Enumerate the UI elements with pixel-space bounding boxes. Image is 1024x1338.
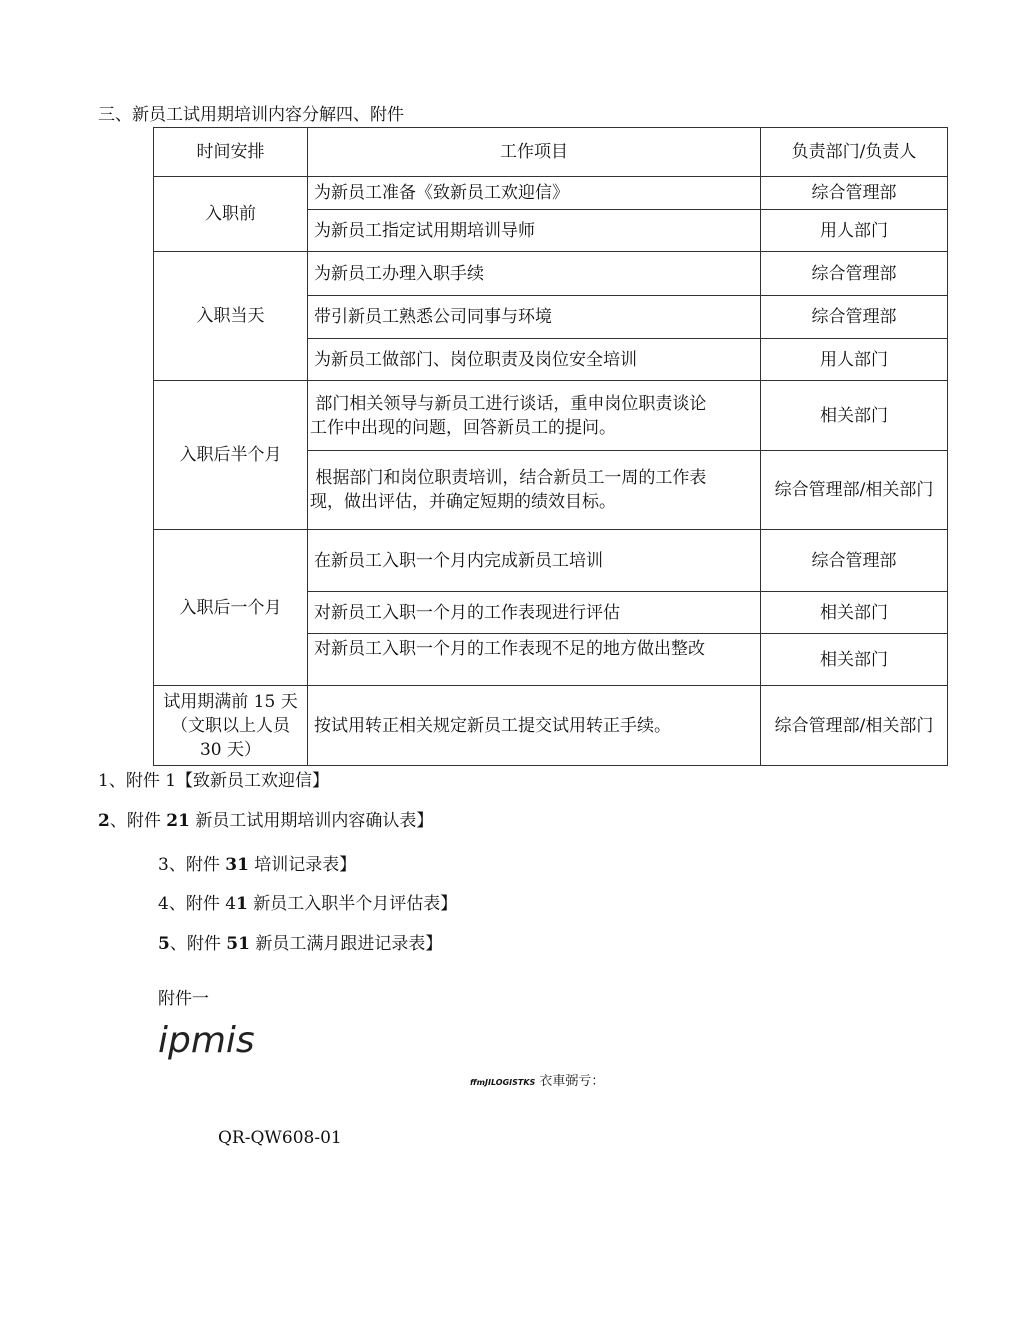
task-line: 根据部门和岗位职责培训，结合新员工一周的工作表 <box>310 468 707 488</box>
task-cell <box>308 381 761 451</box>
table-header-row <box>154 128 948 177</box>
form-subtitle <box>470 1070 604 1089</box>
attachment-4-prefix: 4、附件 4 <box>158 894 237 914</box>
task-cell: 对新员工入职一个月的工作表现不足的地方做出整改 <box>308 634 761 686</box>
period-cell: 入职后半个月 <box>154 381 308 530</box>
task-cell: 带引新员工熟悉公司同事与环境 <box>308 296 761 339</box>
form-code: QR-QW608-01 <box>218 1128 342 1148</box>
period-line: 30 天） <box>199 739 262 760</box>
table-row <box>154 381 948 451</box>
period-cell: 入职前 <box>154 177 308 252</box>
section-heading: 三、新员工试用期培训内容分解四、附件 <box>98 105 404 125</box>
table-row <box>154 686 948 766</box>
table-row <box>154 177 948 210</box>
owner-cell: 相关部门 <box>761 381 948 451</box>
attachment-1-prefix: 1、附件 1 <box>98 771 177 791</box>
task-cell <box>308 451 761 530</box>
owner-cell: 用人部门 <box>761 339 948 381</box>
attachment-1 <box>98 766 329 791</box>
owner-cell: 相关部门 <box>761 592 948 634</box>
attachment-2-num2: 21 <box>166 811 190 831</box>
attachment-1-text: 【致新员工欢迎信】 <box>176 771 330 791</box>
period-line: 试用期满前 15 天 <box>163 691 298 712</box>
header-time: 时间安排 <box>154 128 308 177</box>
owner-cell: 综合管理部 <box>761 252 948 296</box>
training-plan-table <box>153 127 948 766</box>
task-line: 现，做出评估，并确定短期的绩效目标。 <box>310 492 616 512</box>
owner-cell: 综合管理部 <box>761 296 948 339</box>
header-owner: 负责部门/负责人 <box>761 128 948 177</box>
attachment-2-num: 2 <box>98 811 110 831</box>
task-cell: 在新员工入职一个月内完成新员工培训 <box>308 530 761 592</box>
attachment-5-num: 5 <box>158 934 170 954</box>
attachment-2-mid: 、附件 <box>109 811 167 831</box>
attachment-5-num2: 51 <box>226 934 250 954</box>
owner-cell: 综合管理部/相关部门 <box>761 451 948 530</box>
task-line: 工作中出现的问题，回答新员工的提问。 <box>310 417 616 438</box>
attachment-3-prefix: 3、附件 <box>158 855 226 875</box>
owner-cell: 相关部门 <box>761 634 948 686</box>
attachment-5 <box>158 929 442 954</box>
task-cell: 按试用转正相关规定新员工提交试用转正手续。 <box>308 686 761 766</box>
subtitle-text: 衣車弼亏： <box>535 1074 605 1089</box>
task-cell: 对新员工入职一个月的工作表现进行评估 <box>308 592 761 634</box>
attachment-2-text: 新员工试用期培训内容确认表】 <box>189 811 434 831</box>
task-cell: 为新员工办理入职手续 <box>308 252 761 296</box>
company-logo: ipmis <box>158 1020 255 1061</box>
owner-cell: 综合管理部 <box>761 530 948 592</box>
attachment-3-num: 31 <box>225 855 249 875</box>
task-cell: 为新员工准备《致新员工欢迎信》 <box>308 177 761 210</box>
attachment-3 <box>158 850 356 875</box>
attachment-4-text: 新员工入职半个月评估表】 <box>247 894 458 914</box>
task-line: 部门相关领导与新员工进行谈话，重申岗位职责谈论 <box>310 393 707 414</box>
attachment-2 <box>98 806 433 831</box>
owner-cell: 综合管理部/相关部门 <box>761 686 948 766</box>
attachment-3-text: 培训记录表】 <box>248 855 357 875</box>
period-cell: 入职当天 <box>154 252 308 381</box>
task-cell: 为新员工指定试用期培训导师 <box>308 210 761 252</box>
attachment-4-num: 1 <box>236 894 248 914</box>
period-cell <box>154 686 308 766</box>
owner-cell: 用人部门 <box>761 210 948 252</box>
header-task: 工作项目 <box>308 128 761 177</box>
subtitle-tiny-text: ffmJILOGISTKS <box>470 1078 536 1087</box>
appendix-label: 附件一 <box>158 989 209 1009</box>
attachment-5-mid: 、附件 <box>169 934 227 954</box>
owner-cell: 综合管理部 <box>761 177 948 210</box>
table-row <box>154 530 948 592</box>
period-cell: 入职后一个月 <box>154 530 308 686</box>
table-row <box>154 252 948 296</box>
attachment-5-text: 新员工满月跟进记录表】 <box>249 934 443 954</box>
task-cell: 为新员工做部门、岗位职责及岗位安全培训 <box>308 339 761 381</box>
attachment-4 <box>158 889 457 914</box>
period-line: （文职以上人员 <box>171 715 290 736</box>
